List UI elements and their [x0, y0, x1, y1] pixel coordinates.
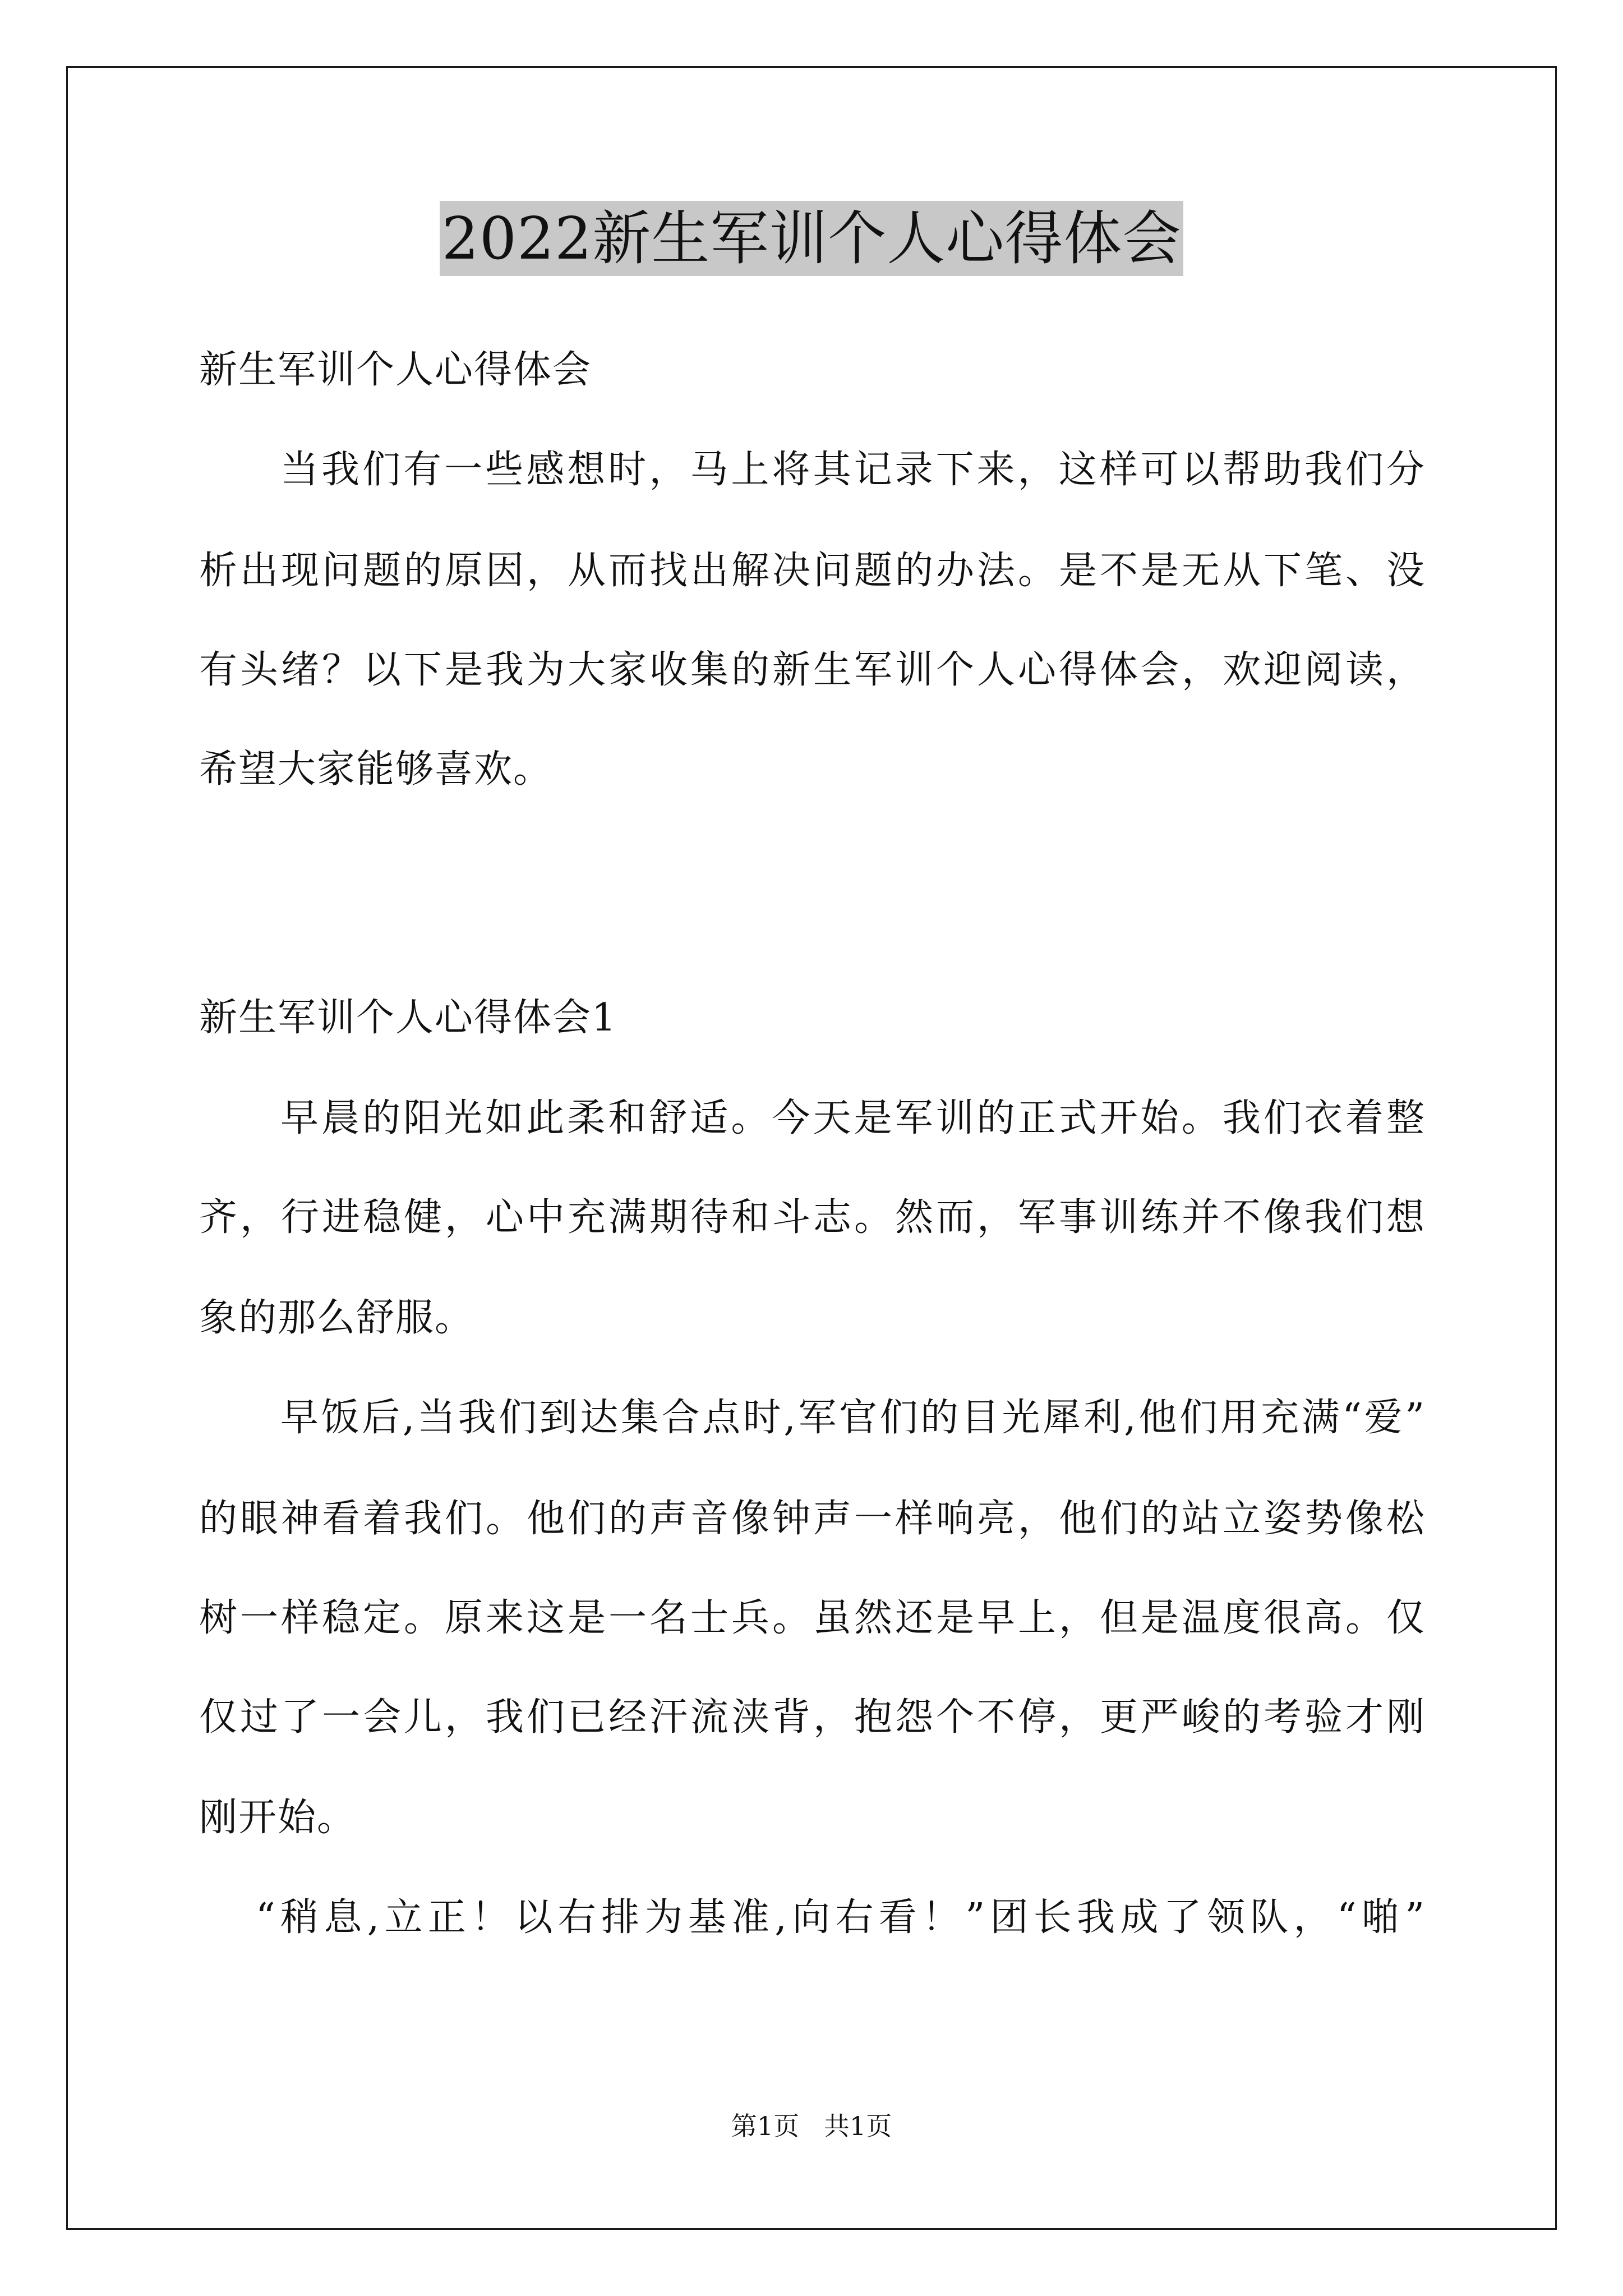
text-line: 的眼神看着我们。他们的声音像钟声一样响亮，他们的站立姿势像松	[199, 1497, 1424, 1541]
text-line: 早饭后,当我们到达集合点时,军官们的目光犀利,他们用充满“爱”	[280, 1396, 1424, 1440]
text-line-section-heading: 新生军训个人心得体会	[199, 348, 592, 392]
text-line: 象的那么舒服。	[199, 1296, 474, 1340]
text-line: 仅过了一会儿，我们已经汗流浃背，抱怨个不停，更严峻的考验才刚	[199, 1695, 1424, 1740]
text-line: 树一样稳定。原来这是一名士兵。虽然还是早上，但是温度很高。仅	[199, 1596, 1424, 1640]
title-container	[0, 201, 1623, 276]
text-line: 刚开始。	[199, 1796, 357, 1840]
text-line: “稍息,立正！以右排为基准,向右看！”团长我成了领队，“啪”	[256, 1895, 1424, 1940]
page-number-footer: 第1页 共1页	[731, 2111, 892, 2141]
text-line: 希望大家能够喜欢。	[199, 747, 553, 792]
text-line: 齐，行进稳健，心中充满期待和斗志。然而，军事训练并不像我们想	[199, 1195, 1424, 1240]
text-line: 析出现问题的原因，从而找出解决问题的办法。是不是无从下笔、没	[199, 549, 1424, 593]
text-line: 当我们有一些感想时，马上将其记录下来，这样可以帮助我们分	[280, 448, 1424, 492]
text-line: 早晨的阳光如此柔和舒适。今天是军训的正式开始。我们衣着整	[280, 1096, 1424, 1140]
text-line-section-heading: 新生军训个人心得体会1	[199, 996, 617, 1040]
document-title: 2022新生军训个人心得体会	[440, 201, 1184, 276]
text-line: 有头绪？以下是我为大家收集的新生军训个人心得体会，欢迎阅读，	[199, 648, 1424, 692]
